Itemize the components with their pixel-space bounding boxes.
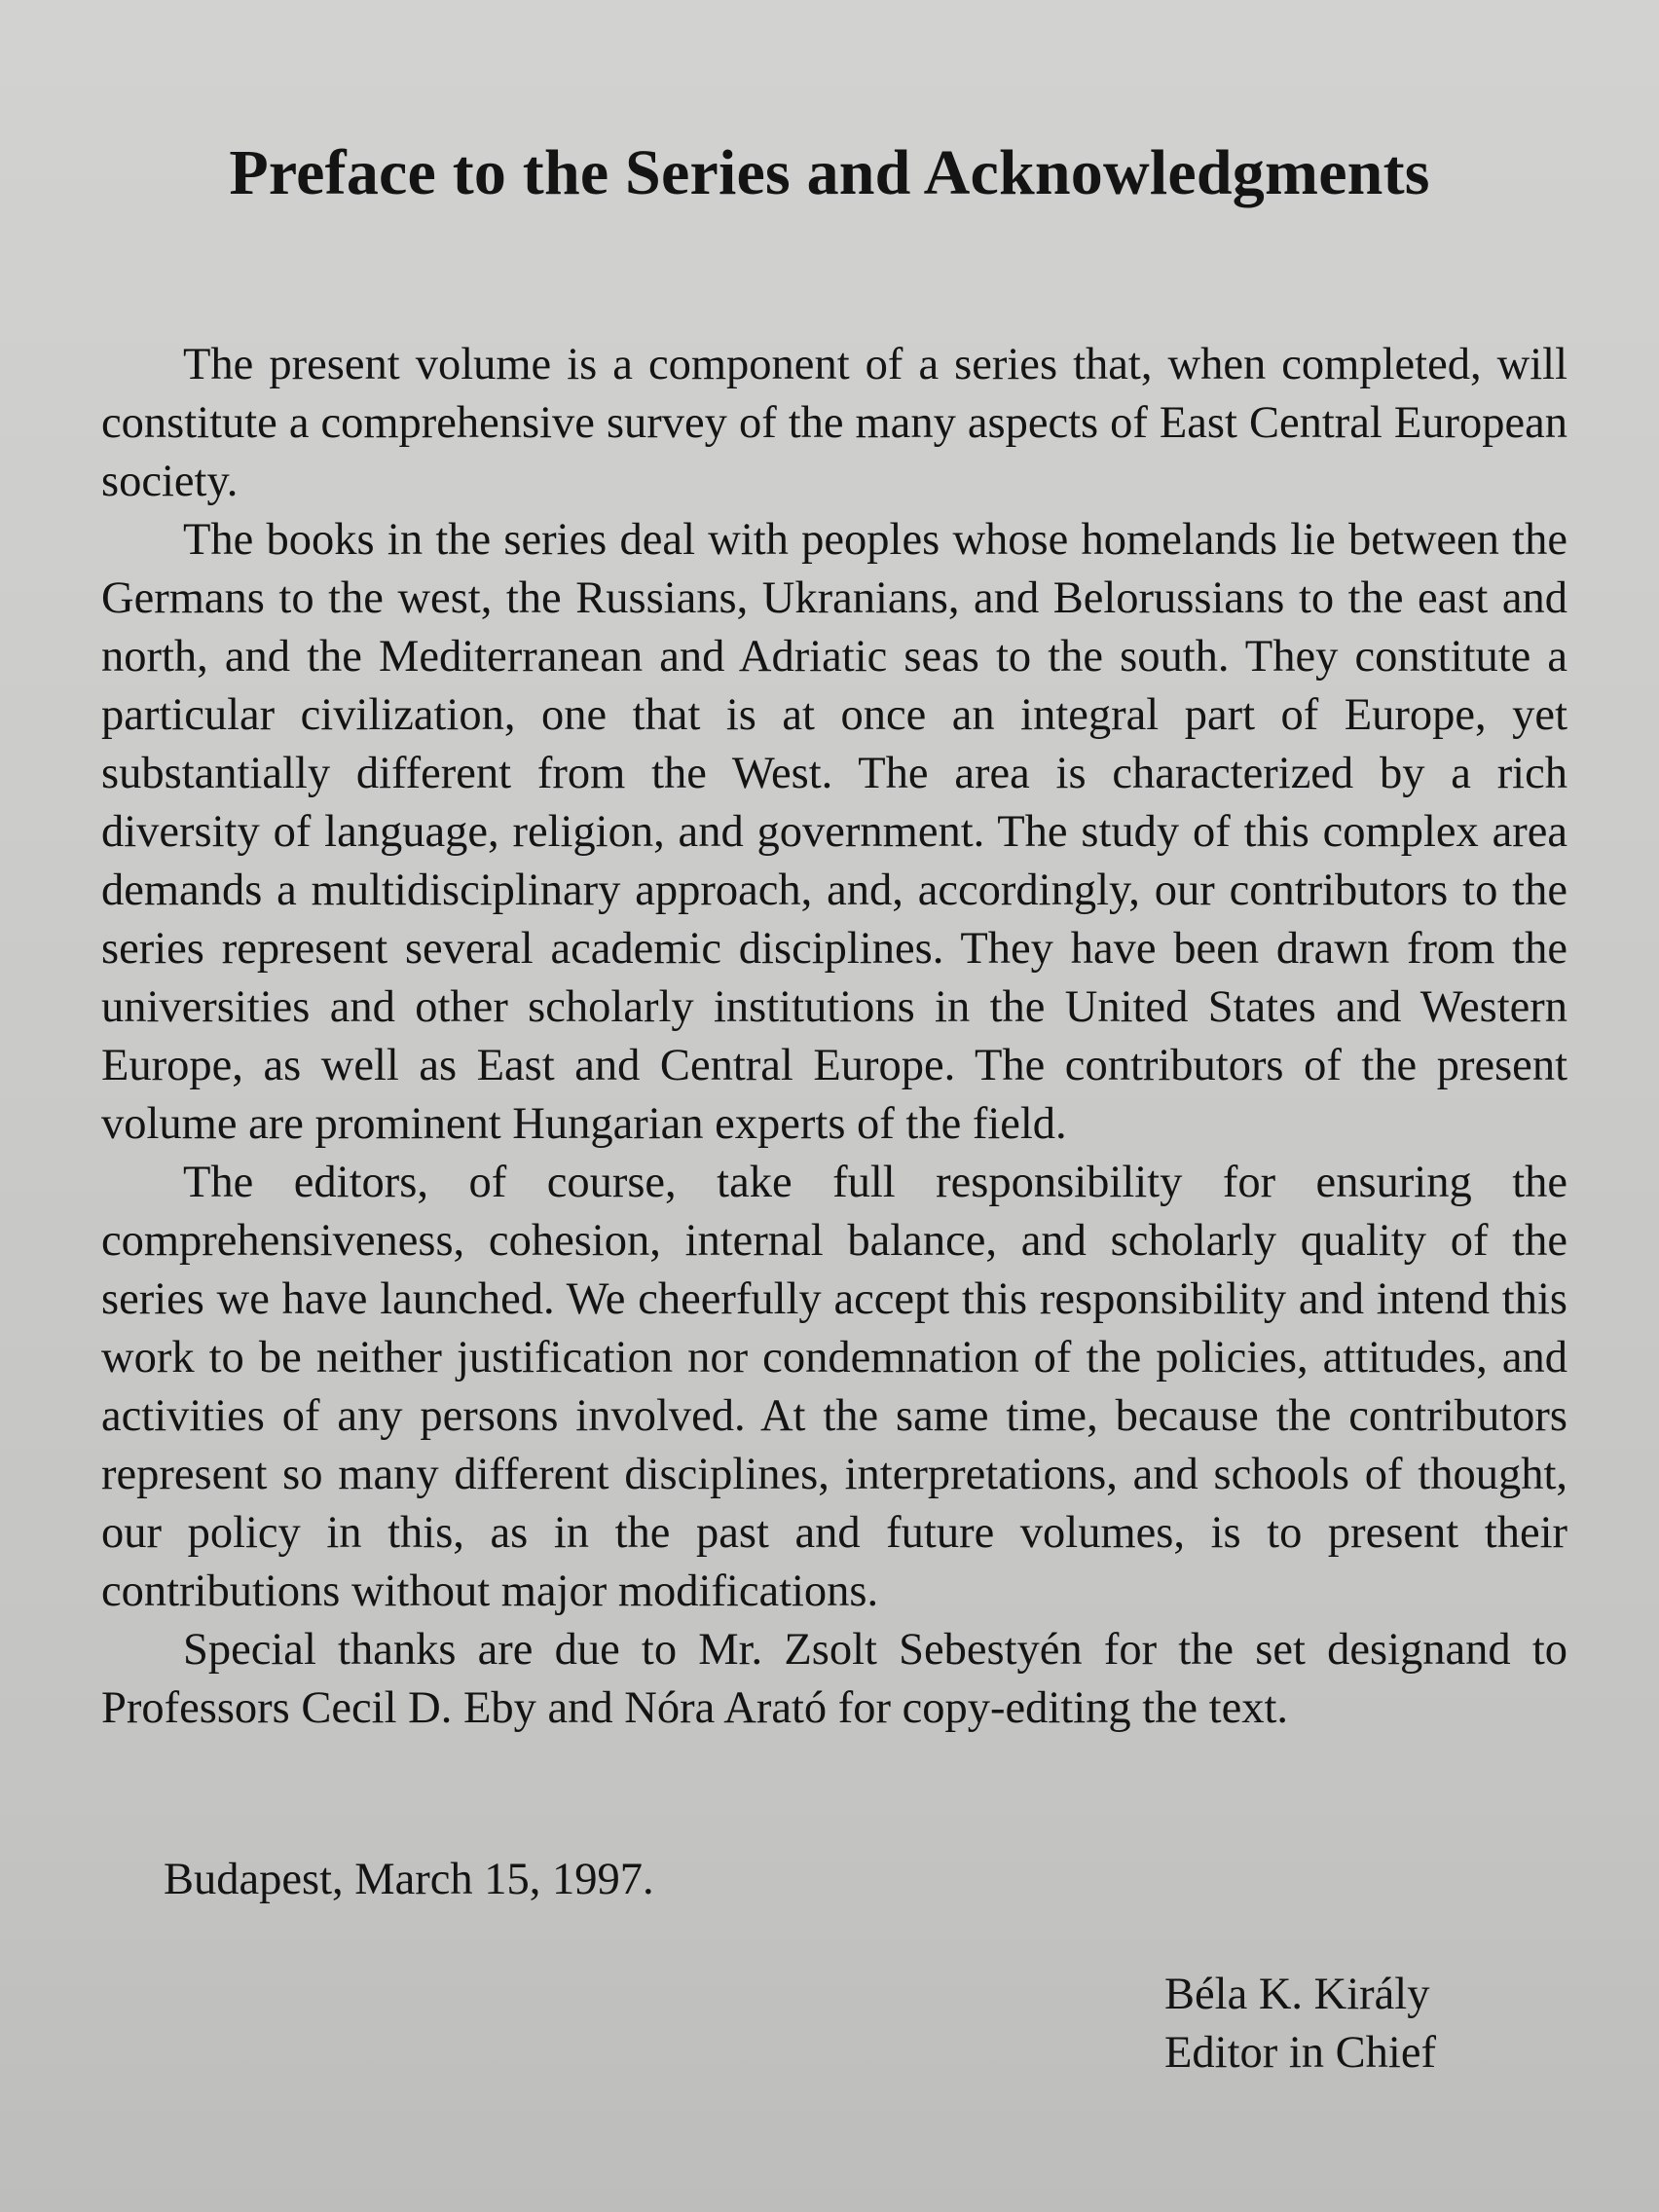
preface-body — [101, 336, 1567, 1738]
paragraph-series-overview: The present volume is a component of a series that, when completed, will constitute a comprehensive survey of the many aspects of East Central European society. — [101, 340, 1567, 506]
dateline: Budapest, March 15, 1997. — [164, 1855, 654, 1904]
paragraph-acknowledgments: Special thanks are due to Mr. Zsolt Sebestyén for the set designand to Professors Cecil D. Eby and Nóra Arató for copy-editing the text. — [101, 1625, 1567, 1733]
signature-block — [1164, 1966, 1436, 2083]
signature-role: Editor in Chief — [1164, 2028, 1436, 2078]
page-title: Preface to the Series and Acknowledgments — [229, 137, 1430, 208]
paragraph-region-description: The books in the series deal with peoples whose homelands lie between the Germans to the west, the Russians, Ukranians, and Belorussians to the east and north, and the Mediterranean and Adriatic seas to the south. They constitute a particular civilization, one that is at once an integral part of Europe, yet substantially different from the West. The area is characterized by a rich diversity of language, religion, and government. The study of this complex area demands a multidisciplinary approach, and, accordingly, our contributors to the series represent several academic disciplines. They have been drawn from the universities and other scholarly institutions in the United States and Western Europe, as well as East and Central Europe. The contributors of the present volume are prominent Hungarian experts of the field. — [101, 515, 1567, 1149]
signature-name: Béla K. Király — [1164, 1970, 1430, 2019]
paragraph-editorial-responsibility: The editors, of course, take full responsibility for ensuring the comprehensiveness, cohesion, internal balance, and scholarly quality of the series we have launched. We cheerfully accept this responsibility and intend this work to be neither justification nor condemnation of the policies, attitudes, and activities of any persons involved. At the same time, because the contributors represent so many different disciplines, interpretations, and schools of thought, our policy in this, as in the past and future volumes, is to present their contributions without major modifications. — [101, 1158, 1567, 1616]
